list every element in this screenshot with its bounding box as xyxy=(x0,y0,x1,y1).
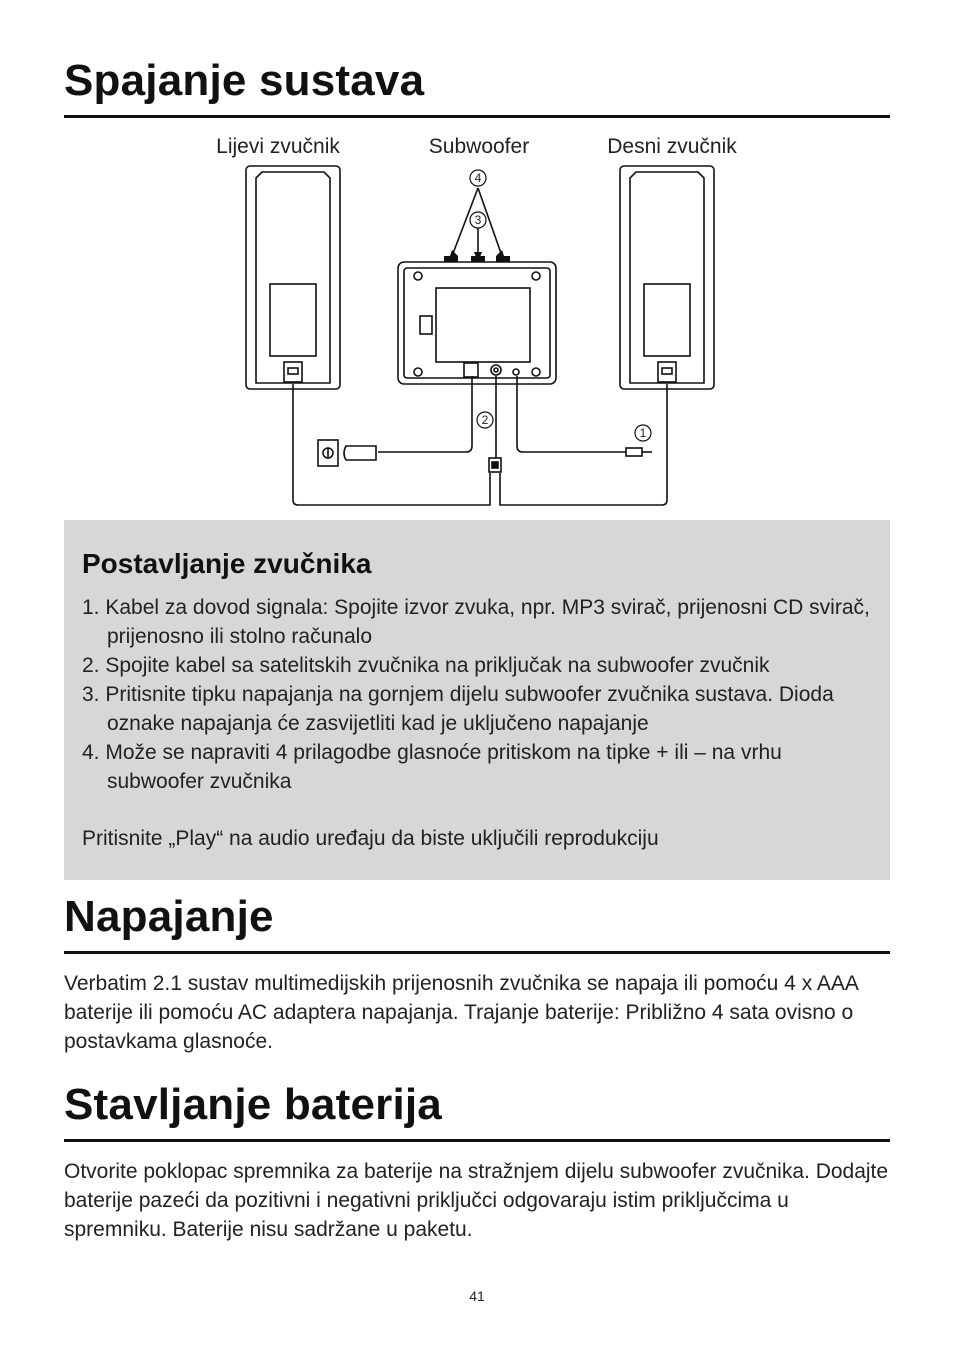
section-title-power: Napajanje xyxy=(64,892,274,941)
page-number: 41 xyxy=(469,1288,485,1304)
cables xyxy=(293,376,667,505)
connection-diagram xyxy=(190,128,770,513)
section-divider xyxy=(64,115,890,118)
list-item: 4. Može se napraviti 4 prilagodbe glasnoće pritiskom na tipke + ili – na vrhu subwoofer zvučnika xyxy=(82,741,782,793)
label-subwoofer: Subwoofer xyxy=(428,135,530,158)
list-item: 1. Kabel za dovod signala: Spojite izvor zvuka, npr. MP3 svirač, prijenosni CD svirač, prijenosno ili stolno računalo xyxy=(82,596,870,648)
callout-3: 3 xyxy=(474,213,482,227)
audio-plug xyxy=(626,448,642,456)
left-speaker-illustration xyxy=(246,166,340,389)
right-speaker-illustration xyxy=(620,166,714,389)
batteries-paragraph: Otvorite poklopac spremnika za baterije na stražnjem dijelu subwoofer zvučnika. Dodajte baterije pazeći da pozitivni i negativni priključci odgovaraju istim priključcima u spremniku. Baterije nisu sadržane u paketu. xyxy=(64,1160,889,1241)
list-item: 3. Pritisnite tipku napajanja na gornjem dijelu subwoofer zvučnika sustava. Dioda oznake napajanja će zasvijetliti kad je uključeno napajanje xyxy=(82,683,834,735)
section-divider xyxy=(64,951,890,954)
setup-box-title: Postavljanje zvučnika xyxy=(82,548,372,579)
power-paragraph: Verbatim 2.1 sustav multimedijskih prijenosnih zvučnika se napaja ili pomoću 4 x AAA baterije ili pomoću AC adaptera napajanja. Trajanje baterije: Približno 4 sata ovisno o postavkama glasnoće. xyxy=(64,972,858,1053)
callout-1: 1 xyxy=(639,426,647,440)
subwoofer-illustration xyxy=(398,262,556,384)
section-title-connection: Spajanje sustava xyxy=(64,56,425,105)
callout-2: 2 xyxy=(481,413,489,427)
label-right-speaker: Desni zvučnik xyxy=(607,135,737,158)
power-adapter xyxy=(344,446,376,460)
setup-steps-list xyxy=(82,593,882,796)
list-item: 2. Spojite kabel sa satelitskih zvučnika na priključak na subwoofer zvučnik xyxy=(82,654,770,677)
section-divider xyxy=(64,1139,890,1142)
section-title-batteries: Stavljanje baterija xyxy=(64,1080,442,1129)
label-left-speaker: Lijevi zvučnik xyxy=(216,135,340,158)
setup-note: Pritisnite „Play“ na audio uređaju da biste uključili reprodukciju xyxy=(82,827,659,850)
callout-4: 4 xyxy=(474,171,482,185)
